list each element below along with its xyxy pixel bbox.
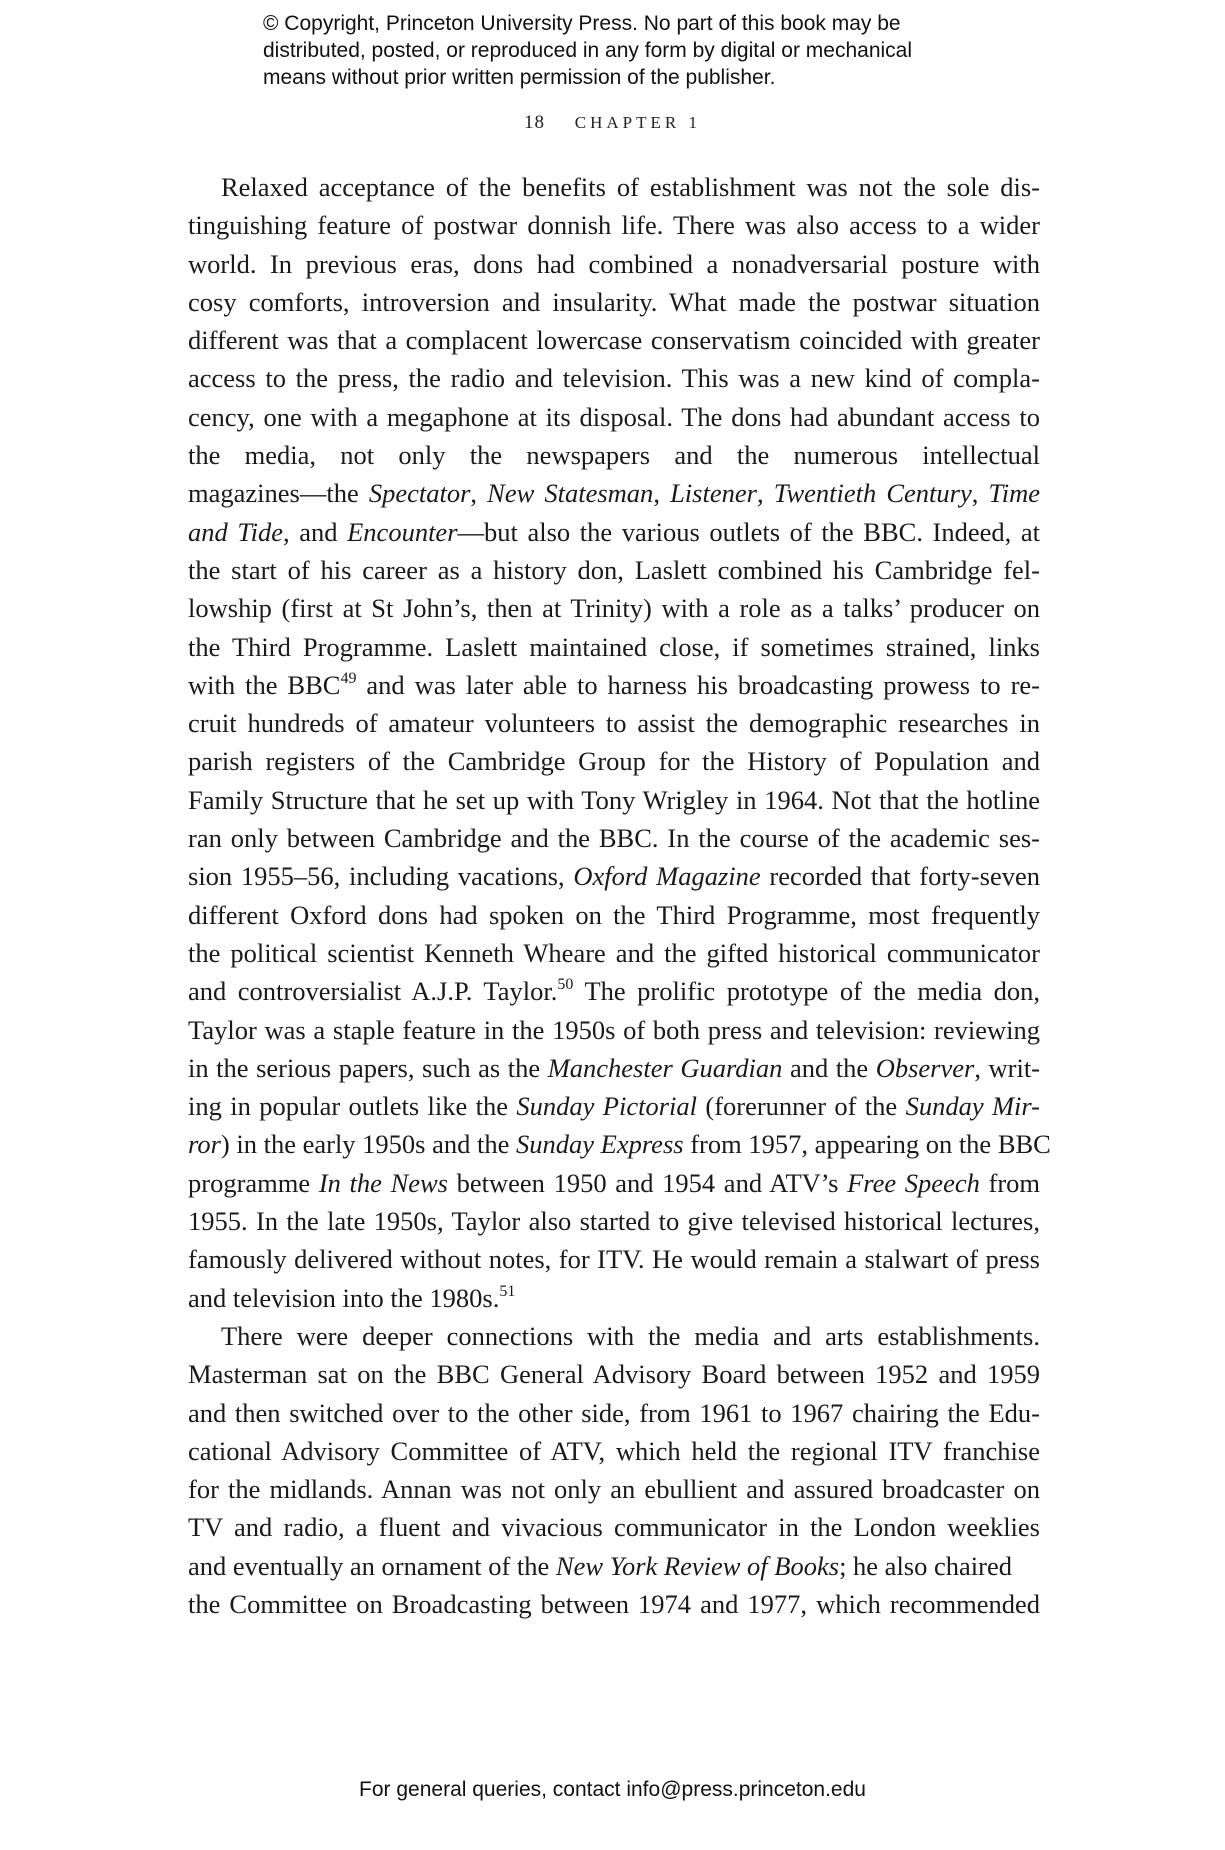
text-line: [188, 1508, 1040, 1546]
text-line: [188, 1547, 1040, 1585]
text-segment: lowship (first at St John’s, then at Trinity) with a role as a talks’ producer on: [188, 593, 1040, 624]
text-line: [188, 398, 1040, 436]
text-segment: magazines—the: [188, 478, 369, 509]
text-segment: cosy comforts, introversion and insularity. What made the postwar situation: [188, 286, 1040, 317]
text-segment: the media, not only the newspapers and the numerous intellectual: [188, 440, 1040, 471]
text-segment: TV and radio, a fluent and vivacious communicator in the London weeklies: [188, 1512, 1040, 1543]
text-segment: , writ-: [974, 1052, 1041, 1083]
text-segment: ,: [756, 478, 774, 509]
text-line: [188, 1585, 1040, 1623]
text-segment: Twentieth Century: [773, 478, 972, 509]
text-segment: Listener: [670, 478, 757, 509]
text-line: [188, 1279, 1040, 1317]
text-segment: for the midlands. Annan was not only an ebullient and assured broadcaster on: [188, 1474, 1040, 1505]
text-segment: famously delivered without notes, for ITV. He would remain a stalwart of press: [188, 1244, 1040, 1275]
text-segment: between 1950 and 1954 and ATV’s: [448, 1167, 848, 1198]
text-segment: with the BBC: [188, 669, 341, 700]
text-line: [188, 896, 1040, 934]
text-segment: Spectator: [368, 478, 471, 509]
copyright-notice: [263, 10, 1023, 91]
page-number: 18: [524, 112, 546, 133]
text-segment: and was later able to harness his broadcasting prowess to re-: [356, 669, 1041, 700]
text-segment: and the: [782, 1052, 876, 1083]
text-line: [188, 628, 1040, 666]
text-segment: Observer: [875, 1052, 975, 1083]
text-line: [188, 1240, 1040, 1278]
text-segment: sion 1955–56, including vacations,: [188, 861, 574, 892]
text-line: [188, 513, 1040, 551]
text-segment: recorded that forty-seven: [760, 861, 1040, 892]
text-line: [188, 1011, 1040, 1049]
text-segment: ,: [470, 478, 488, 509]
text-line: [188, 781, 1040, 819]
footnote-ref: 49: [340, 669, 357, 687]
text-segment: and eventually an ornament of the: [188, 1550, 556, 1581]
text-segment: Manchester Guardian: [547, 1052, 783, 1083]
contact-footer: For general queries, contact info@press.princeton.edu: [359, 1778, 866, 1801]
text-segment: ; he also chaired: [839, 1550, 1012, 1581]
text-segment: Taylor was a staple feature in the 1950s of both press and television: reviewing: [188, 1014, 1040, 1045]
text-segment: ror: [188, 1129, 221, 1160]
text-segment: Oxford Magazine: [573, 861, 761, 892]
text-line: [188, 972, 1040, 1010]
text-segment: Sunday Express: [516, 1129, 684, 1160]
text-line: [188, 742, 1040, 780]
text-segment: and television into the 1980s.: [188, 1282, 500, 1313]
text-line: [188, 206, 1040, 244]
text-segment: —but also the various outlets of the BBC. Indeed, at: [457, 516, 1041, 547]
text-segment: and Tide: [188, 516, 284, 547]
text-segment: New York Review of Books: [555, 1550, 840, 1581]
text-segment: ing in popular outlets like the: [188, 1091, 517, 1122]
text-line: [188, 474, 1040, 512]
text-segment: ,: [653, 478, 671, 509]
text-segment: from: [979, 1167, 1041, 1198]
text-segment: Masterman sat on the BBC General Advisory Board between 1952 and 1959: [188, 1359, 1040, 1390]
text-segment: There were deeper connections with the media and arts establishments.: [221, 1320, 1040, 1351]
text-line: [188, 589, 1040, 627]
text-line: [188, 1394, 1040, 1432]
text-segment: the political scientist Kenneth Wheare and the gifted historical communicator: [188, 937, 1040, 968]
text-line: [188, 1470, 1040, 1508]
text-line: [188, 436, 1040, 474]
text-segment: the Committee on Broadcasting between 1974 and 1977, which recommended: [188, 1588, 1040, 1619]
text-segment: different Oxford dons had spoken on the Third Programme, most frequently: [188, 899, 1040, 930]
text-segment: cency, one with a megaphone at its disposal. The dons had abundant access to: [188, 401, 1040, 432]
copyright-notice-line: distributed, posted, or reproduced in any form by digital or mechanical: [263, 39, 913, 62]
running-head: [0, 112, 1225, 134]
text-segment: Sunday Mir-: [905, 1091, 1040, 1122]
text-segment: , and: [283, 516, 348, 547]
text-segment: from 1957, appearing on the BBC: [683, 1129, 1051, 1160]
copyright-notice-line: means without prior written permission of the publisher.: [263, 66, 776, 89]
text-line: [188, 704, 1040, 742]
text-segment: Encounter: [347, 516, 458, 547]
text-segment: programme: [188, 1167, 319, 1198]
text-segment: the start of his career as a history don, Laslett combined his Cambridge fel-: [188, 554, 1040, 585]
text-line: [188, 1164, 1040, 1202]
text-segment: The prolific prototype of the media don,: [573, 976, 1040, 1007]
text-line: [188, 1087, 1040, 1125]
text-line: [188, 245, 1040, 283]
text-segment: ,: [971, 478, 989, 509]
text-segment: (forerunner of the: [697, 1091, 906, 1122]
text-line: [188, 1355, 1040, 1393]
text-segment: world. In previous eras, dons had combined a nonadversarial posture with: [188, 248, 1040, 279]
text-segment: different was that a complacent lowercase conservatism coincided with greater: [188, 325, 1040, 356]
text-segment: Family Structure that he set up with Tony Wrigley in 1964. Not that the hotline: [188, 784, 1040, 815]
text-segment: and then switched over to the other side, from 1961 to 1967 chairing the Edu-: [188, 1397, 1040, 1428]
text-line: [188, 819, 1040, 857]
text-line: [188, 857, 1040, 895]
text-line: [188, 666, 1040, 704]
text-segment: in the serious papers, such as the: [188, 1052, 548, 1083]
text-segment: cational Advisory Committee of ATV, which held the regional ITV franchise: [188, 1435, 1040, 1466]
text-segment: access to the press, the radio and television. This was a new kind of compla-: [188, 363, 1040, 394]
body-text: [188, 168, 1051, 1623]
text-line: [188, 1049, 1040, 1087]
text-segment: tinguishing feature of postwar donnish life. There was also access to a wider: [188, 210, 1040, 241]
text-segment: Sunday Pictorial: [516, 1091, 697, 1122]
text-segment: cruit hundreds of amateur volunteers to assist the demographic researches in: [188, 708, 1040, 739]
text-line: [188, 934, 1040, 972]
text-segment: the Third Programme. Laslett maintained close, if sometimes strained, links: [188, 631, 1040, 662]
text-line: [188, 551, 1040, 589]
text-segment: ran only between Cambridge and the BBC. In the course of the academic ses-: [188, 823, 1040, 854]
text-segment: parish registers of the Cambridge Group for the History of Population and: [188, 746, 1040, 777]
text-line: [188, 1125, 1051, 1163]
text-line: [188, 1317, 1040, 1355]
text-line: [188, 359, 1040, 397]
text-line: [188, 1202, 1040, 1240]
copyright-notice-line: © Copyright, Princeton University Press. No part of this book may be: [263, 12, 901, 35]
footnote-ref: 50: [557, 976, 574, 994]
footnote-ref: 51: [499, 1282, 516, 1300]
text-segment: Free Speech: [847, 1167, 980, 1198]
text-segment: Time: [988, 478, 1041, 509]
text-segment: Relaxed acceptance of the benefits of establishment was not the sole dis-: [221, 172, 1040, 202]
text-line: [188, 168, 1040, 206]
text-segment: In the News: [318, 1167, 448, 1198]
text-segment: and controversialist A.J.P. Taylor.: [188, 976, 558, 1007]
text-line: [188, 1432, 1040, 1470]
text-line: [188, 321, 1040, 359]
text-segment: 1955. In the late 1950s, Taylor also started to give televised historical lectures,: [188, 1206, 1040, 1237]
chapter-label: CHAPTER 1: [574, 113, 701, 132]
text-segment: ) in the early 1950s and the: [220, 1129, 517, 1160]
text-segment: New Statesman: [487, 478, 654, 509]
text-line: [188, 283, 1040, 321]
